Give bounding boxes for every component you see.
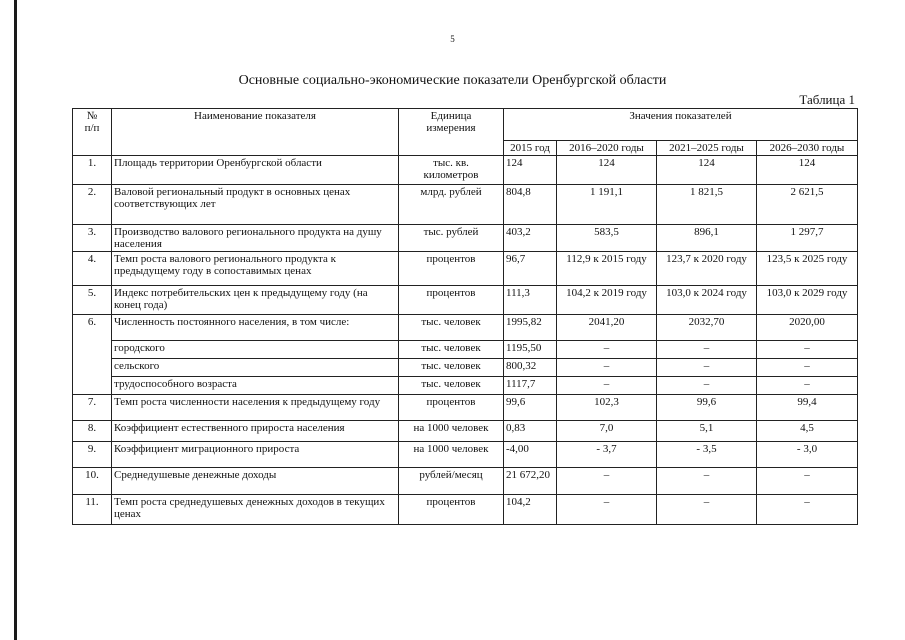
indicator-unit: на 1000 человек	[399, 421, 504, 442]
indicator-name: Темп роста среднедушевых денежных доходов в текущих ценах	[112, 495, 399, 525]
value-2015: -4,00	[504, 442, 557, 468]
value-2021-2025: 124	[657, 156, 757, 185]
indicator-name: Коэффициент миграционного прироста	[112, 442, 399, 468]
indicators-table	[72, 108, 858, 525]
indicator-unit: тыс. человек	[399, 315, 504, 341]
value-2015: 804,8	[504, 185, 557, 225]
value-2021-2025: –	[657, 359, 757, 377]
value-2021-2025: 2032,70	[657, 315, 757, 341]
value-2016-2020: 1 191,1	[557, 185, 657, 225]
row-number: 8.	[73, 421, 112, 442]
page-edge-line	[14, 0, 17, 640]
value-2016-2020: - 3,7	[557, 442, 657, 468]
row-number: 4.	[73, 252, 112, 286]
value-2026-2030: –	[757, 377, 858, 395]
value-2015: 800,32	[504, 359, 557, 377]
value-2016-2020: 104,2 к 2019 году	[557, 286, 657, 315]
indicator-unit: процентов	[399, 495, 504, 525]
indicator-unit: тыс. кв. километров	[399, 156, 504, 185]
value-2016-2020: –	[557, 495, 657, 525]
table-row	[73, 225, 858, 252]
row-number: 1.	[73, 156, 112, 185]
value-2021-2025: –	[657, 377, 757, 395]
header-values: Значения показателей	[504, 109, 858, 141]
header-unit: Единица измерения	[399, 109, 504, 156]
value-2026-2030: 4,5	[757, 421, 858, 442]
indicator-unit: тыс. человек	[399, 341, 504, 359]
value-2026-2030: –	[757, 468, 858, 495]
value-2021-2025: –	[657, 468, 757, 495]
value-2016-2020: –	[557, 377, 657, 395]
value-2026-2030: - 3,0	[757, 442, 858, 468]
indicator-unit: процентов	[399, 252, 504, 286]
value-2026-2030: 2 621,5	[757, 185, 858, 225]
value-2021-2025: –	[657, 495, 757, 525]
value-2026-2030: –	[757, 341, 858, 359]
value-2016-2020: 112,9 к 2015 году	[557, 252, 657, 286]
table-row	[73, 286, 858, 315]
value-2015: 99,6	[504, 395, 557, 421]
value-2015: 96,7	[504, 252, 557, 286]
row-number: 11.	[73, 495, 112, 525]
indicator-name: Темп роста численности населения к предыдущему году	[112, 395, 399, 421]
row-number: 9.	[73, 442, 112, 468]
value-2016-2020: –	[557, 468, 657, 495]
value-2021-2025: - 3,5	[657, 442, 757, 468]
table-row	[73, 156, 858, 185]
indicator-name: Численность постоянного населения, в том числе:	[112, 315, 399, 341]
value-2021-2025: 5,1	[657, 421, 757, 442]
indicator-unit: процентов	[399, 395, 504, 421]
value-2026-2030: 124	[757, 156, 858, 185]
value-2015: 0,83	[504, 421, 557, 442]
value-2016-2020: –	[557, 359, 657, 377]
value-2016-2020: 124	[557, 156, 657, 185]
row-number	[73, 341, 112, 359]
header-period: 2016–2020 годы	[557, 141, 657, 156]
table-row	[73, 359, 858, 377]
table-row	[73, 315, 858, 341]
value-2016-2020: –	[557, 341, 657, 359]
value-2015: 124	[504, 156, 557, 185]
table-row	[73, 341, 858, 359]
table-row	[73, 468, 858, 495]
value-2016-2020: 583,5	[557, 225, 657, 252]
row-number: 5.	[73, 286, 112, 315]
value-2026-2030: –	[757, 359, 858, 377]
indicator-name: Индекс потребительских цен к предыдущему году (на конец года)	[112, 286, 399, 315]
header-name: Наименование показателя	[112, 109, 399, 156]
document-title: Основные социально-экономические показатели Оренбургской области	[238, 73, 667, 88]
indicator-name: городского	[112, 341, 399, 359]
value-2021-2025: 99,6	[657, 395, 757, 421]
value-2021-2025: 123,7 к 2020 году	[657, 252, 757, 286]
value-2021-2025: –	[657, 341, 757, 359]
value-2026-2030: –	[757, 495, 858, 525]
value-2021-2025: 103,0 к 2024 году	[657, 286, 757, 315]
value-2015: 1195,50	[504, 341, 557, 359]
value-2015: 1117,7	[504, 377, 557, 395]
header-row	[73, 109, 858, 141]
row-number: 7.	[73, 395, 112, 421]
table-label: Таблица 1	[799, 92, 855, 107]
value-2021-2025: 1 821,5	[657, 185, 757, 225]
indicator-unit: тыс. человек	[399, 359, 504, 377]
table-row	[73, 185, 858, 225]
indicator-name: трудоспособного возраста	[112, 377, 399, 395]
row-number	[73, 359, 112, 377]
value-2026-2030: 99,4	[757, 395, 858, 421]
indicator-name: Среднедушевые денежные доходы	[112, 468, 399, 495]
indicator-unit: тыс. рублей	[399, 225, 504, 252]
header-period: 2026–2030 годы	[757, 141, 858, 156]
table-row	[73, 395, 858, 421]
row-number: 2.	[73, 185, 112, 225]
indicator-name: Площадь территории Оренбургской области	[112, 156, 399, 185]
table-row	[73, 495, 858, 525]
header-period: 2021–2025 годы	[657, 141, 757, 156]
indicator-name: Производство валового регионального продукта на душу населения	[112, 225, 399, 252]
value-2015: 104,2	[504, 495, 557, 525]
value-2015: 21 672,20	[504, 468, 557, 495]
value-2026-2030: 2020,00	[757, 315, 858, 341]
row-number: 3.	[73, 225, 112, 252]
row-number	[73, 377, 112, 395]
indicator-unit: рублей/месяц	[399, 468, 504, 495]
table-row	[73, 252, 858, 286]
value-2026-2030: 1 297,7	[757, 225, 858, 252]
header-period: 2015 год	[504, 141, 557, 156]
indicator-name: Валовой региональный продукт в основных ценах соответствующих лет	[112, 185, 399, 225]
table-row	[73, 377, 858, 395]
row-number: 6.	[73, 315, 112, 341]
indicator-unit: процентов	[399, 286, 504, 315]
value-2015: 111,3	[504, 286, 557, 315]
indicator-unit: млрд. рублей	[399, 185, 504, 225]
indicator-name: сельского	[112, 359, 399, 377]
row-number: 10.	[73, 468, 112, 495]
value-2015: 403,2	[504, 225, 557, 252]
indicator-name: Темп роста валового регионального продукта к предыдущему году в сопоставимых ценах	[112, 252, 399, 286]
header-num: № п/п	[73, 109, 112, 156]
indicator-unit: тыс. человек	[399, 377, 504, 395]
indicator-unit: на 1000 человек	[399, 442, 504, 468]
value-2016-2020: 7,0	[557, 421, 657, 442]
page-number: 5	[450, 34, 455, 44]
value-2015: 1995,82	[504, 315, 557, 341]
table-row	[73, 421, 858, 442]
table-row	[73, 442, 858, 468]
value-2026-2030: 103,0 к 2029 году	[757, 286, 858, 315]
value-2016-2020: 2041,20	[557, 315, 657, 341]
value-2026-2030: 123,5 к 2025 году	[757, 252, 858, 286]
value-2016-2020: 102,3	[557, 395, 657, 421]
value-2021-2025: 896,1	[657, 225, 757, 252]
indicator-name: Коэффициент естественного прироста населения	[112, 421, 399, 442]
